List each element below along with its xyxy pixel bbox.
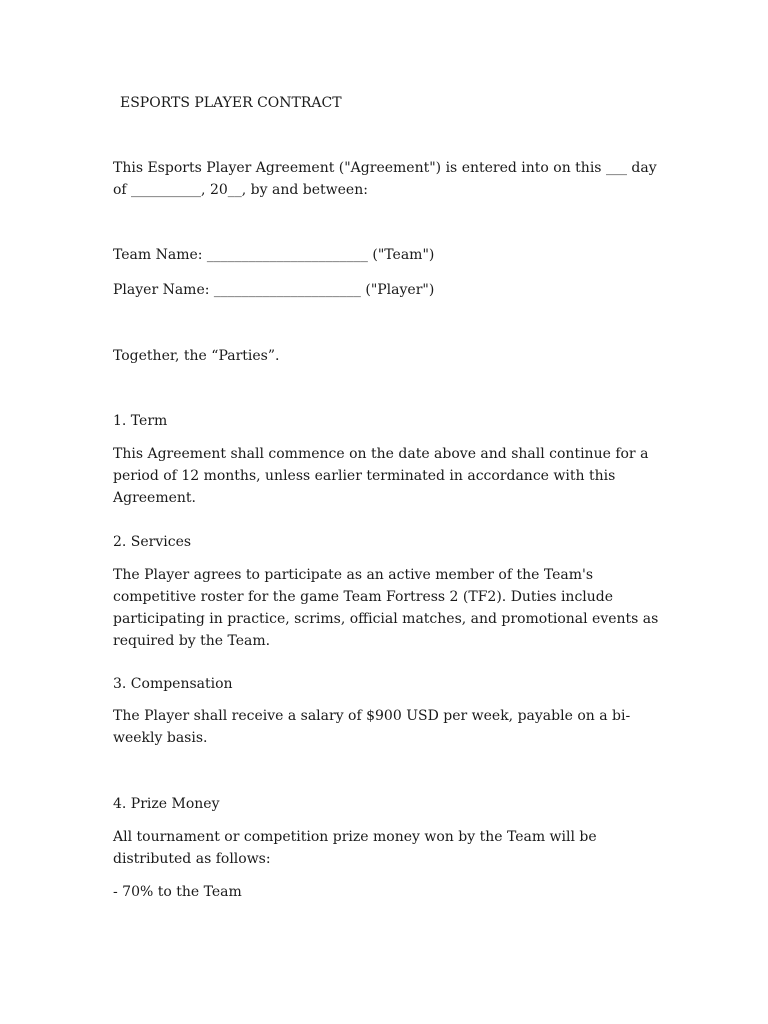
team-name-line: Team Name: _______________________ ("Team") <box>113 247 435 263</box>
player-name-line: Player Name: _____________________ ("Player") <box>113 282 435 298</box>
section-body-services: The Player agrees to participate as an active member of the Team's competitive roster for the game Team Fortress 2 (TF2). Duties include participating in practice, scrims, official matches, and promotional events as required by the Team. <box>113 567 659 649</box>
intro-paragraph: This Esports Player Agreement ("Agreement") is entered into on this ___ day of __________, 20__, by and between: <box>113 160 657 198</box>
section-heading-term: 1. Term <box>113 413 168 429</box>
section-body-term: This Agreement shall commence on the date above and shall continue for a period of 12 months, unless earlier terminated in accordance with this Agreement. <box>113 446 649 506</box>
section-heading-services: 2. Services <box>113 534 192 550</box>
prize-money-bullet: - 70% to the Team <box>113 884 242 900</box>
document-title: ESPORTS PLAYER CONTRACT <box>120 95 342 111</box>
section-body-compensation: The Player shall receive a salary of $900 USD per week, payable on a bi-weekly basis. <box>113 708 631 746</box>
parties-line: Together, the “Parties”. <box>113 348 280 364</box>
section-heading-compensation: 3. Compensation <box>113 676 233 692</box>
section-heading-prize-money: 4. Prize Money <box>113 796 220 812</box>
section-body-prize-money: All tournament or competition prize money won by the Team will be distributed as follows: <box>113 829 597 867</box>
